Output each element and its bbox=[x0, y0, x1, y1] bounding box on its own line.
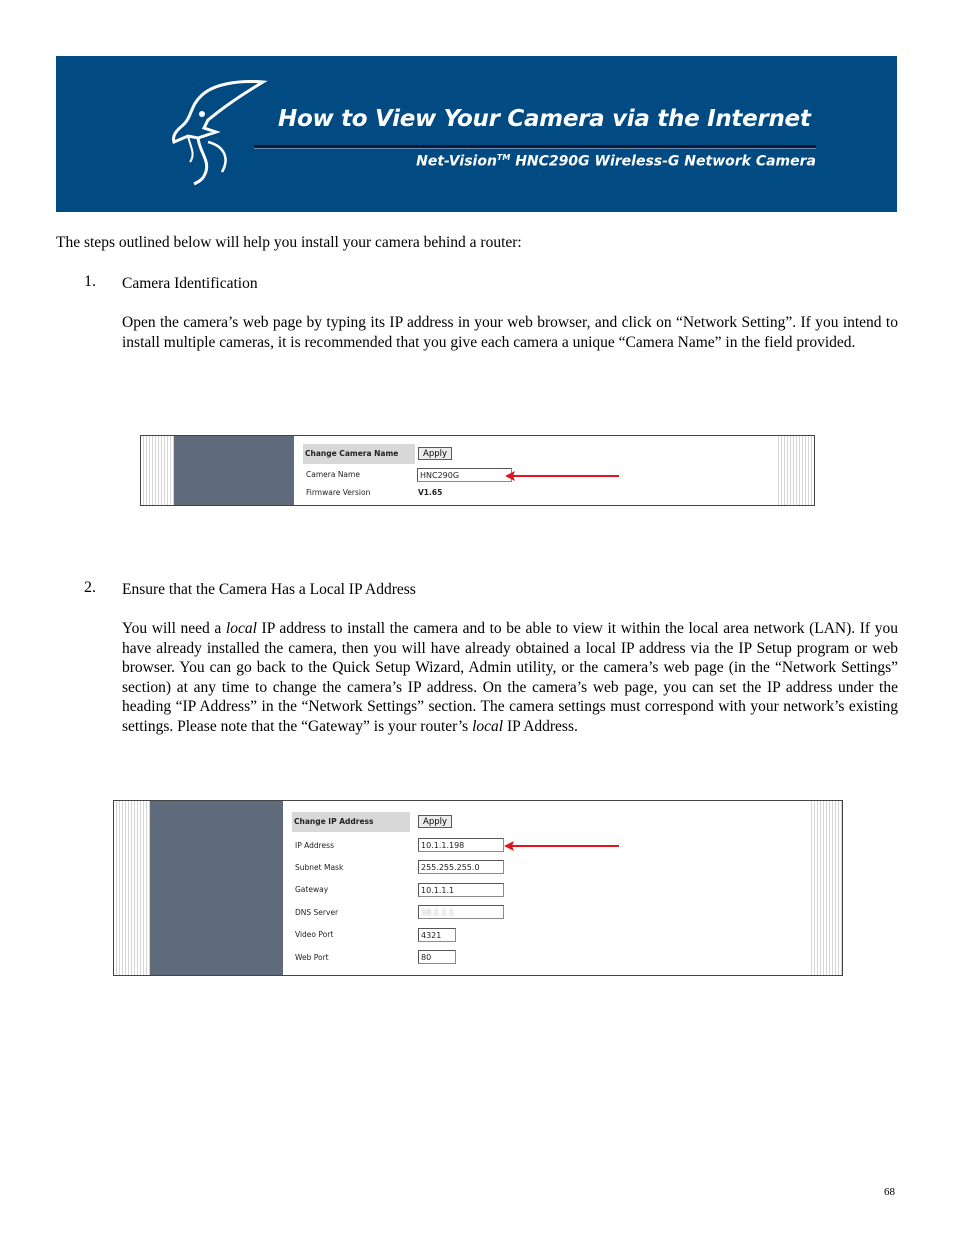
trademark-mark: TM bbox=[496, 153, 511, 162]
left-stripes bbox=[141, 436, 174, 505]
para-text: IP address to install the camera and to be able to view it within the local area network (LAN). If you have already installed the camera, then you will have already obtained a local IP address via the IP Setup program or web browser. You can go back to the Quick Setup Wizard, Admin utility, or the camera’s web page (in the “Network Settings” section) at any time to change the camera’s IP address. On the camera’s web page, you can set the IP address under the heading “IP Address” in the “Network Settings” section. The camera settings must correspond with your network’s existing settings. Please note that the “Gateway” is your router’s bbox=[122, 620, 898, 735]
left-panel bbox=[174, 436, 294, 505]
camera-name-label: Camera Name bbox=[306, 470, 360, 479]
product-name: HNC290G Wireless-G Network Camera bbox=[510, 153, 816, 170]
camera-name-screenshot bbox=[140, 435, 815, 506]
firmware-version-value: V1.65 bbox=[418, 488, 443, 497]
intro-text: The steps outlined below will help you install your camera behind a router: bbox=[56, 234, 522, 251]
gateway-label: Gateway bbox=[295, 885, 329, 894]
para-emphasis: local bbox=[225, 620, 257, 637]
banner-subtitle bbox=[414, 153, 816, 170]
step2-title: Ensure that the Camera Has a Local IP Address bbox=[122, 581, 416, 598]
para-emphasis: local bbox=[472, 717, 504, 735]
ip-address-input[interactable]: 10.1.1.198 bbox=[418, 838, 504, 852]
dns-server-label: DNS Server bbox=[295, 908, 339, 917]
right-stripes bbox=[809, 801, 842, 975]
header-banner bbox=[56, 56, 897, 212]
change-ip-address-header: Change IP Address bbox=[292, 812, 410, 832]
dns-server-input[interactable] bbox=[418, 905, 504, 919]
change-camera-name-header: Change Camera Name bbox=[303, 444, 415, 464]
left-stripes bbox=[114, 801, 150, 975]
eagle-logo-icon bbox=[168, 76, 278, 188]
step1-paragraph: Open the camera’s web page by typing its IP address in your web browser, and click on “Network Setting”. If you intend to install multiple cameras, it is recommended that you give each camera a unique “Camera Name” in the field provided. bbox=[122, 314, 898, 351]
web-port-input[interactable]: 80 bbox=[418, 950, 456, 964]
subnet-mask-input[interactable]: 255.255.255.0 bbox=[418, 860, 504, 874]
video-port-label: Video Port bbox=[295, 930, 334, 939]
para-text: IP Address. bbox=[503, 717, 578, 735]
web-port-label: Web Port bbox=[295, 953, 329, 962]
red-arrow-icon bbox=[502, 839, 622, 853]
apply-button[interactable]: Apply bbox=[418, 815, 452, 828]
step1-number: 1. bbox=[84, 273, 96, 290]
ip-address-screenshot bbox=[113, 800, 843, 976]
firmware-version-label: Firmware Version bbox=[306, 488, 371, 497]
step2-paragraph bbox=[122, 619, 898, 737]
brand-name: Net-Vision bbox=[416, 153, 497, 170]
gateway-input[interactable]: 10.1.1.1 bbox=[418, 883, 504, 897]
subnet-mask-label: Subnet Mask bbox=[295, 863, 344, 872]
ip-address-label: IP Address bbox=[295, 841, 334, 850]
left-panel bbox=[150, 801, 283, 975]
step1-title: Camera Identification bbox=[122, 275, 258, 292]
step2-number: 2. bbox=[84, 579, 96, 596]
right-stripes bbox=[776, 436, 814, 505]
page-number: 68 bbox=[884, 1186, 895, 1198]
red-arrow-icon bbox=[503, 469, 623, 483]
para-text: You will need a bbox=[122, 620, 226, 637]
video-port-input[interactable]: 4321 bbox=[418, 928, 456, 942]
camera-name-input[interactable]: HNC290G bbox=[417, 468, 512, 482]
banner-divider bbox=[254, 145, 816, 149]
banner-title: How to View Your Camera via the Internet bbox=[278, 106, 811, 132]
apply-button[interactable]: Apply bbox=[418, 447, 452, 460]
dns-server-value: 10.1.1.1 bbox=[421, 908, 455, 917]
